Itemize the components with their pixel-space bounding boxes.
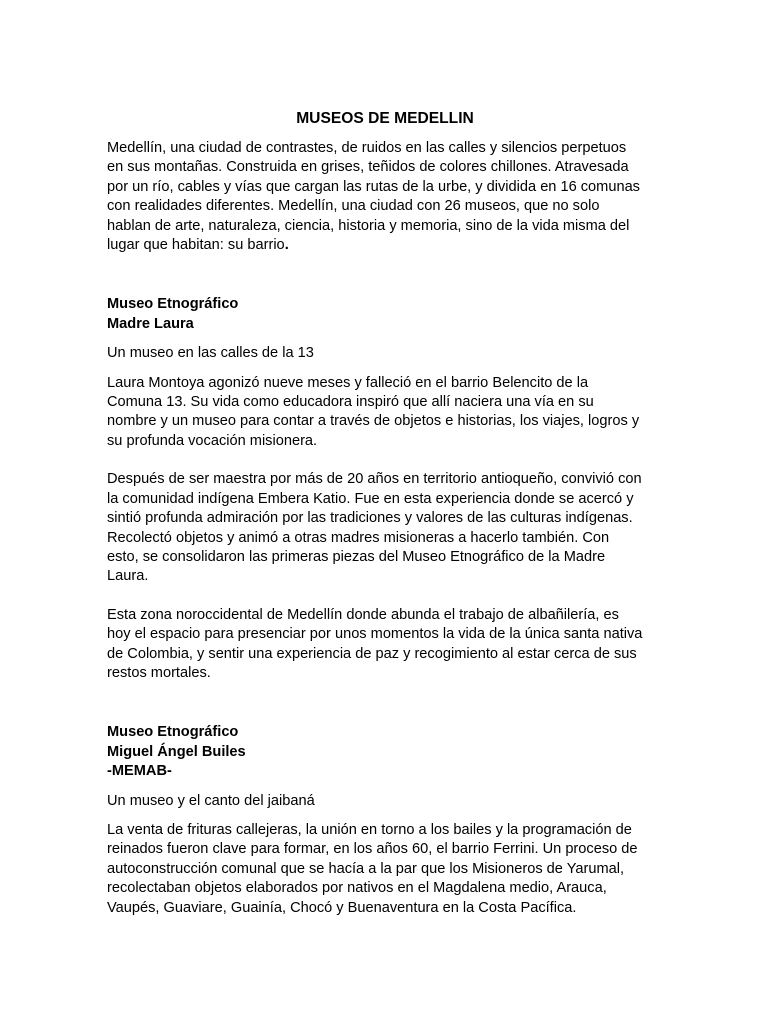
paragraph-line: Después de ser maestra por más de 20 años en territorio antioqueño, convivió con [107,471,642,488]
paragraph-line: sintió profunda admiración por las tradiciones y valores de las culturas indígenas. [107,510,633,527]
intro-line: Medellín, una ciudad de contrastes, de ruidos en las calles y silencios perpetuos [107,140,627,156]
paragraph-line: recolectaban objetos elaborados por nativos en el Magdalena medio, Arauca, [107,880,607,897]
intro-line: hablan de arte, naturaleza, ciencia, historia y memoria, sino de la vida misma del [107,217,630,234]
paragraph-line: La venta de frituras callejeras, la unión en torno a los bailes y la programación de [107,821,632,838]
paragraph-line: Comuna 13. Su vida como educadora inspiró que allí naciera una vía en su [107,394,594,411]
section-heading [107,295,663,334]
section-heading-line: Madre Laura [107,315,194,332]
paragraph-line: hoy el espacio para presenciar por unos momentos la vida de la única santa nativa [107,626,643,643]
paragraph-line: reinados fueron clave para formar, en los años 60, el barrio Ferrini. Un proceso de [107,841,638,858]
paragraph-line: Recolectó objetos y animó a otras madres misioneras a hacerlo también. Con [107,529,610,546]
intro-line: con realidades diferentes. Medellín, una ciudad con 26 museos, que no solo [107,198,600,215]
document-title: MUSEOS DE MEDELLIN [296,110,474,127]
section-heading-line: Miguel Ángel Builes [107,743,246,760]
intro-paragraph [107,139,663,255]
paragraph-line: nombre y un museo para contar a través de objetos e historias, los viajes, logros y [107,413,640,430]
section-subtitle: Un museo en las calles de la 13 [107,345,314,362]
paragraph-line: restos mortales. [107,664,211,681]
section-paragraph [107,606,663,684]
section-heading [107,723,663,781]
document-page [107,109,663,918]
paragraph-line: Esta zona noroccidental de Medellín donde abunda el trabajo de albañilería, es [107,606,619,623]
paragraph-line: la comunidad indígena Embera Katio. Fue en esta experiencia donde se acercó y [107,490,634,507]
section-heading-line: Museo Etnográfico [107,296,239,313]
paragraph-line: Laura Montoya agonizó nueve meses y falleció en el barrio Belencito de la [107,374,589,391]
section-heading-line: Museo Etnográfico [107,724,239,741]
intro-line: por un río, cables y vías que cargan las rutas de la urbe, y dividida en 16 comunas [107,178,640,195]
museum-section-memab [107,723,663,918]
paragraph-line: Laura. [107,568,149,585]
intro-line: lugar que habitan: su barrio. [107,237,289,254]
paragraph-line: su profunda vocación misionera. [107,432,318,449]
section-heading-line: -MEMAB- [107,763,172,780]
paragraph-line: autoconstrucción comunal que se hacía a la par que los Misioneros de Yarumal, [107,860,625,877]
paragraph-line: esto, se consolidaron las primeras piezas del Museo Etnográfico de la Madre [107,548,606,565]
museum-section-madre-laura [107,295,663,683]
section-subtitle: Un museo y el canto del jaibaná [107,792,315,809]
intro-line: en sus montañas. Construida en grises, teñidos de colores chillones. Atravesada [107,159,629,176]
paragraph-line: Vaupés, Guaviare, Guainía, Chocó y Buenaventura en la Costa Pacífica. [107,899,577,916]
section-paragraph [107,821,663,918]
section-paragraph [107,374,663,452]
intro-end-mark: . [284,237,289,254]
paragraph-line: de Colombia, y sentir una experiencia de paz y recogimiento al estar cerca de sus [107,645,637,662]
section-paragraph [107,470,663,586]
